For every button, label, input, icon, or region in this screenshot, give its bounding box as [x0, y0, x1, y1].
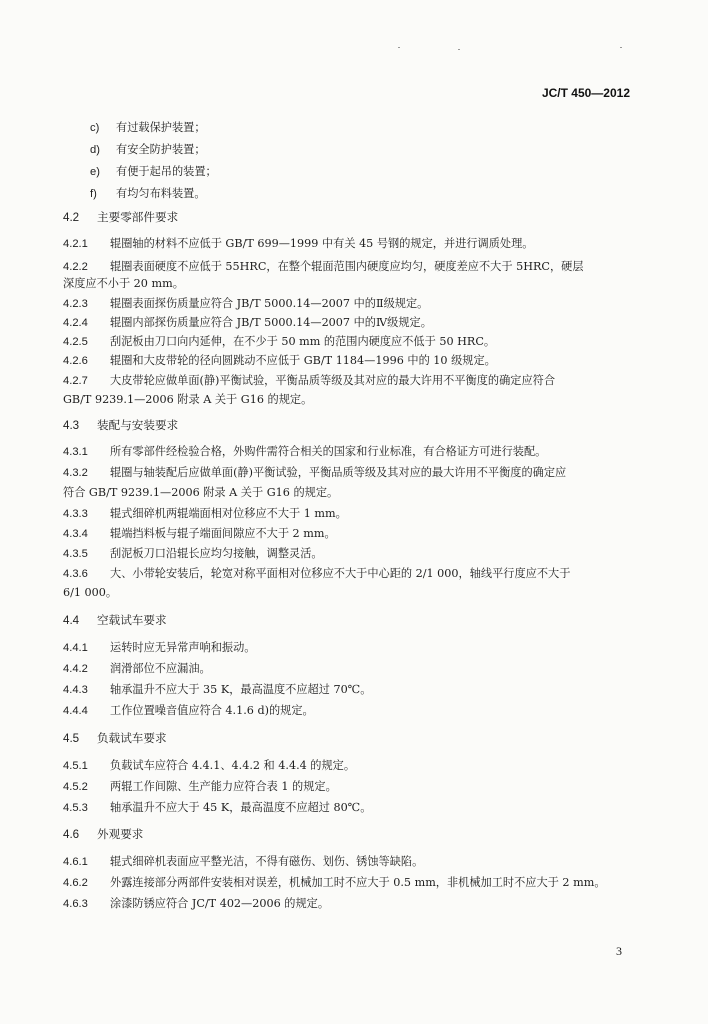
clause: 4.4.2 润滑部位不应漏油。	[63, 662, 211, 675]
clause-continuation: 深度应不小于 20 mm。	[63, 277, 184, 290]
clause: 4.5.2 两辊工作间隙、生产能力应符合表 1 的规定。	[63, 780, 337, 793]
clause: 4.2.6 辊圈和大皮带轮的径向圆跳动不应低于 GB/T 1184—1996 中的 10 级规定。	[63, 354, 496, 367]
scan-speck	[398, 47, 400, 48]
clause-continuation: 符合 GB/T 9239.1—2006 附录 A 关于 G16 的规定。	[63, 486, 339, 499]
clause: 4.4.1 运转时应无异常声响和振动。	[63, 641, 256, 654]
clause: 4.4.3 轴承温升不应大于 35 K，最高温度不应超过 70℃。	[63, 683, 372, 696]
clause: 4.3.3 辊式细碎机两辊端面相对位移应不大于 1 mm。	[63, 507, 347, 520]
clause: 4.6.2 外露连接部分两部件安装相对误差，机械加工时不应大于 0.5 mm，非机械加工时不应大于 2 mm。	[63, 876, 606, 889]
section-heading: 4.4 空载试车要求	[63, 613, 167, 627]
scan-speck	[458, 49, 460, 50]
clause: 4.6.3 涂漆防锈应符合 JC/T 402—2006 的规定。	[63, 897, 330, 910]
list-item: e) 有便于起吊的装置；	[90, 165, 217, 178]
clause: 4.5.1 负载试车应符合 4.4.1、4.4.2 和 4.4.4 的规定。	[63, 759, 356, 772]
section-heading: 4.3 装配与安装要求	[63, 418, 179, 432]
scan-speck	[620, 47, 622, 48]
clause-continuation: 6/1 000。	[63, 586, 118, 599]
clause: 4.2.2 辊圈表面硬度不应低于 55HRC，在整个辊面范围内硬度应均匀，硬度差应不大于 5HRC，硬层	[63, 260, 584, 273]
clause: 4.2.1 辊圈轴的材料不应低于 GB/T 699—1999 中有关 45 号钢的规定，并进行调质处理。	[63, 237, 534, 250]
clause: 4.6.1 辊式细碎机表面应平整光洁，不得有磁伤、划伤、锈蚀等缺陷。	[63, 855, 424, 868]
list-item: d) 有安全防护装置；	[90, 143, 206, 156]
list-item: c) 有过载保护装置；	[90, 121, 206, 134]
clause: 4.3.6 大、小带轮安装后，轮宽对称平面相对位移应不大于中心距的 2/1 000，轴线平行度应不大于	[63, 567, 571, 580]
clause: 4.3.5 刮泥板刀口沿辊长应均匀接触，调整灵活。	[63, 547, 323, 560]
section-heading: 4.5 负载试车要求	[63, 731, 167, 745]
clause: 4.4.4 工作位置噪音值应符合 4.1.6 d)的规定。	[63, 704, 314, 717]
clause: 4.2.4 辊圈内部探伤质量应符合 JB/T 5000.14—2007 中的Ⅳ级规定。	[63, 316, 432, 329]
clause: 4.3.4 辊端挡料板与辊子端面间隙应不大于 2 mm。	[63, 527, 336, 540]
clause-continuation: GB/T 9239.1—2006 附录 A 关于 G16 的规定。	[63, 393, 313, 406]
clause: 4.2.5 刮泥板由刀口向内延伸，在不少于 50 mm 的范围内硬度应不低于 50 HRC。	[63, 335, 496, 348]
section-heading: 4.2 主要零部件要求	[63, 210, 179, 224]
page-number: 3	[616, 944, 622, 958]
clause: 4.5.3 轴承温升不应大于 45 K，最高温度不应超过 80℃。	[63, 801, 372, 814]
clause: 4.2.3 辊圈表面探伤质量应符合 JB/T 5000.14—2007 中的Ⅱ级规定。	[63, 297, 429, 310]
list-item: f) 有均匀布料装置。	[90, 187, 206, 200]
clause: 4.3.1 所有零部件经检验合格，外购件需符合相关的国家和行业标准，有合格证方可进行装配。	[63, 445, 547, 458]
clause: 4.2.7 大皮带轮应做单面(静)平衡试验，平衡品质等级及其对应的最大许用不平衡度的确定应符合	[63, 374, 556, 387]
section-heading: 4.6 外观要求	[63, 827, 144, 841]
clause: 4.3.2 辊圈与轴装配后应做单面(静)平衡试验，平衡品质等级及其对应的最大许用不平衡度的确定应	[63, 466, 567, 479]
standard-code: JC/T 450—2012	[541, 86, 630, 100]
